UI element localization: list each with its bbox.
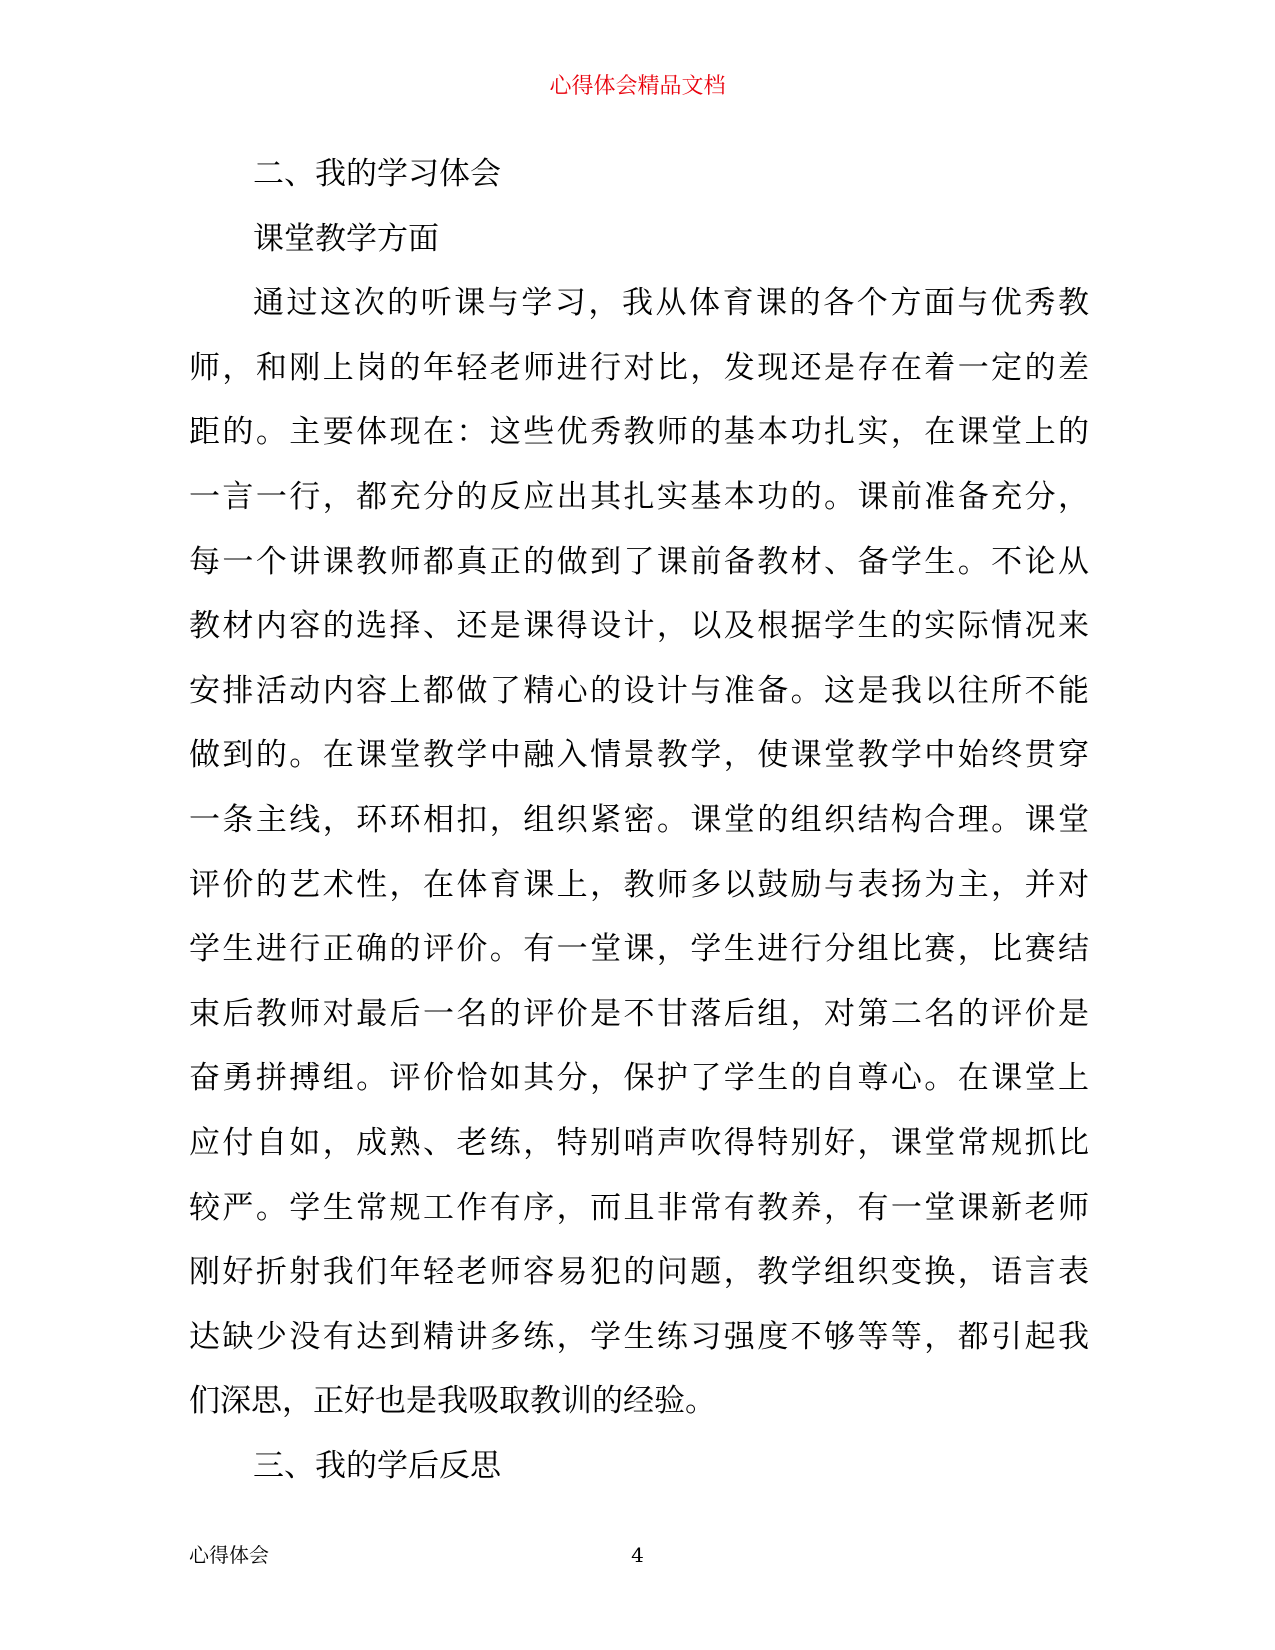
paragraph-line: 师，和刚上岗的年轻老师进行对比，发现还是存在着一定的差 [189,349,1089,386]
footer-label: 心得体会 [189,1543,269,1567]
paragraph-line: 做到的。在课堂教学中融入情景教学，使课堂教学中始终贯穿 [189,737,1089,774]
subsection-heading-classroom: 课堂教学方面 [253,220,439,257]
paragraph-line: 较严。学生常规工作有序，而且非常有教养，有一堂课新老师 [189,1189,1089,1226]
section-heading-learning: 二、我的学习体会 [253,156,501,192]
paragraph-line: 们深思，正好也是我吸取教训的经验。 [189,1383,716,1420]
paragraph-line: 束后教师对最后一名的评价是不甘落后组，对第二名的评价是 [189,995,1089,1032]
paragraph-line: 一言一行，都充分的反应出其扎实基本功的。课前准备充分， [189,478,1089,515]
paragraph-line: 一条主线，环环相扣，组织紧密。课堂的组织结构合理。课堂 [189,801,1089,838]
paragraph-line: 通过这次的听课与学习，我从体育课的各个方面与优秀教 [253,285,1089,322]
paragraph-line: 奋勇拼搏组。评价恰如其分，保护了学生的自尊心。在课堂上 [189,1060,1089,1097]
paragraph-line: 应付自如，成熟、老练，特别哨声吹得特别好，课堂常规抓比 [189,1124,1089,1161]
section-heading-reflection: 三、我的学后反思 [253,1447,501,1484]
paragraph-line: 刚好折射我们年轻老师容易犯的问题，教学组织变换，语言表 [189,1254,1089,1291]
paragraph-line: 评价的艺术性，在体育课上，教师多以鼓励与表扬为主，并对 [189,866,1089,903]
paragraph-line: 学生进行正确的评价。有一堂课，学生进行分组比赛，比赛结 [189,931,1089,968]
page-number: 4 [631,1543,644,1567]
document-header-title: 心得体会精品文档 [549,74,726,99]
paragraph-line: 教材内容的选择、还是课得设计，以及根据学生的实际情况来 [189,608,1089,645]
paragraph-line: 达缺少没有达到精讲多练，学生练习强度不够等等，都引起我 [189,1318,1089,1355]
paragraph-line: 安排活动内容上都做了精心的设计与准备。这是我以往所不能 [189,672,1089,709]
paragraph-line: 每一个讲课教师都真正的做到了课前备教材、备学生。不论从 [189,543,1089,580]
paragraph-line: 距的。主要体现在：这些优秀教师的基本功扎实，在课堂上的 [189,414,1089,451]
document-body [189,142,1089,1498]
